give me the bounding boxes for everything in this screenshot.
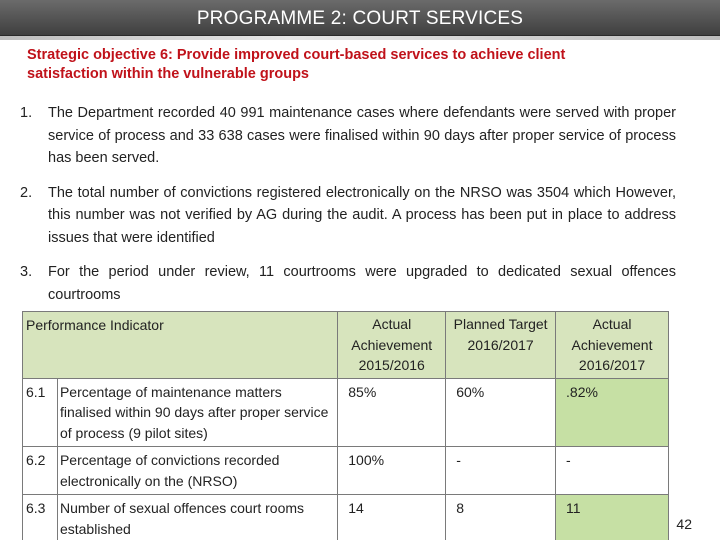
- title-underline: [0, 36, 720, 40]
- header-planned-2016-2017: Planned Target 2016/2017: [446, 312, 556, 379]
- row-id: 6.2: [23, 447, 58, 495]
- performance-table: [22, 311, 669, 540]
- page-number: 42: [676, 516, 692, 532]
- list-item-number: 2.: [20, 184, 33, 201]
- list-item-text: The total number of convictions registered electronically on the NRSO was 3504 which However, this number was not verified by AG during the audit. A process has been put in place to address issues that were identified: [48, 184, 676, 246]
- row-actual-curr: -: [556, 447, 669, 495]
- list-item-text: For the period under review, 11 courtrooms were upgraded to dedicated sexual offences courtrooms: [48, 264, 676, 303]
- row-indicator: Number of sexual offences court rooms established: [57, 495, 337, 540]
- table-row: [23, 378, 669, 447]
- row-id: 6.1: [23, 378, 58, 447]
- header-performance-indicator: Performance Indicator: [23, 312, 338, 379]
- table-header-row: [23, 312, 669, 379]
- row-planned: -: [446, 447, 556, 495]
- row-actual-curr: .82%: [556, 378, 669, 447]
- row-actual-prev: 14: [338, 495, 446, 540]
- row-id: 6.3: [23, 495, 58, 540]
- list-item: [20, 102, 676, 170]
- list-item-number: 1.: [20, 105, 33, 121]
- row-actual-curr: 11: [556, 495, 669, 540]
- strategic-objective: Strategic objective 6: Provide improved court-based services to achieve client satisfaction within the vulnerable groups: [27, 47, 566, 82]
- header-actual-2015-2016: Actual Achievement 2015/2016: [338, 312, 446, 379]
- row-planned: 8: [446, 495, 556, 540]
- page-title: PROGRAMME 2: COURT SERVICES: [196, 8, 524, 29]
- list-item-text: The Department recorded 40 991 maintenance cases where defendants were served with proper service of process and 33 638 cases were finalised within 90 days after proper service of process has been served.: [48, 105, 676, 166]
- list-item: [20, 182, 676, 250]
- title-bar: [0, 0, 720, 36]
- list-item: [20, 261, 676, 306]
- row-indicator: Percentage of convictions recorded electronically on the (NRSO): [57, 447, 337, 495]
- table-row: [23, 495, 669, 540]
- list-item-number: 3.: [20, 264, 33, 280]
- header-actual-2016-2017: Actual Achievement 2016/2017: [556, 312, 669, 379]
- key-points-list: [20, 102, 676, 306]
- row-indicator: Percentage of maintenance matters finalised within 90 days after proper service of process (9 pilot sites): [57, 378, 337, 447]
- table-row: [23, 447, 669, 495]
- row-actual-prev: 85%: [338, 378, 446, 447]
- row-planned: 60%: [446, 378, 556, 447]
- row-actual-prev: 100%: [338, 447, 446, 495]
